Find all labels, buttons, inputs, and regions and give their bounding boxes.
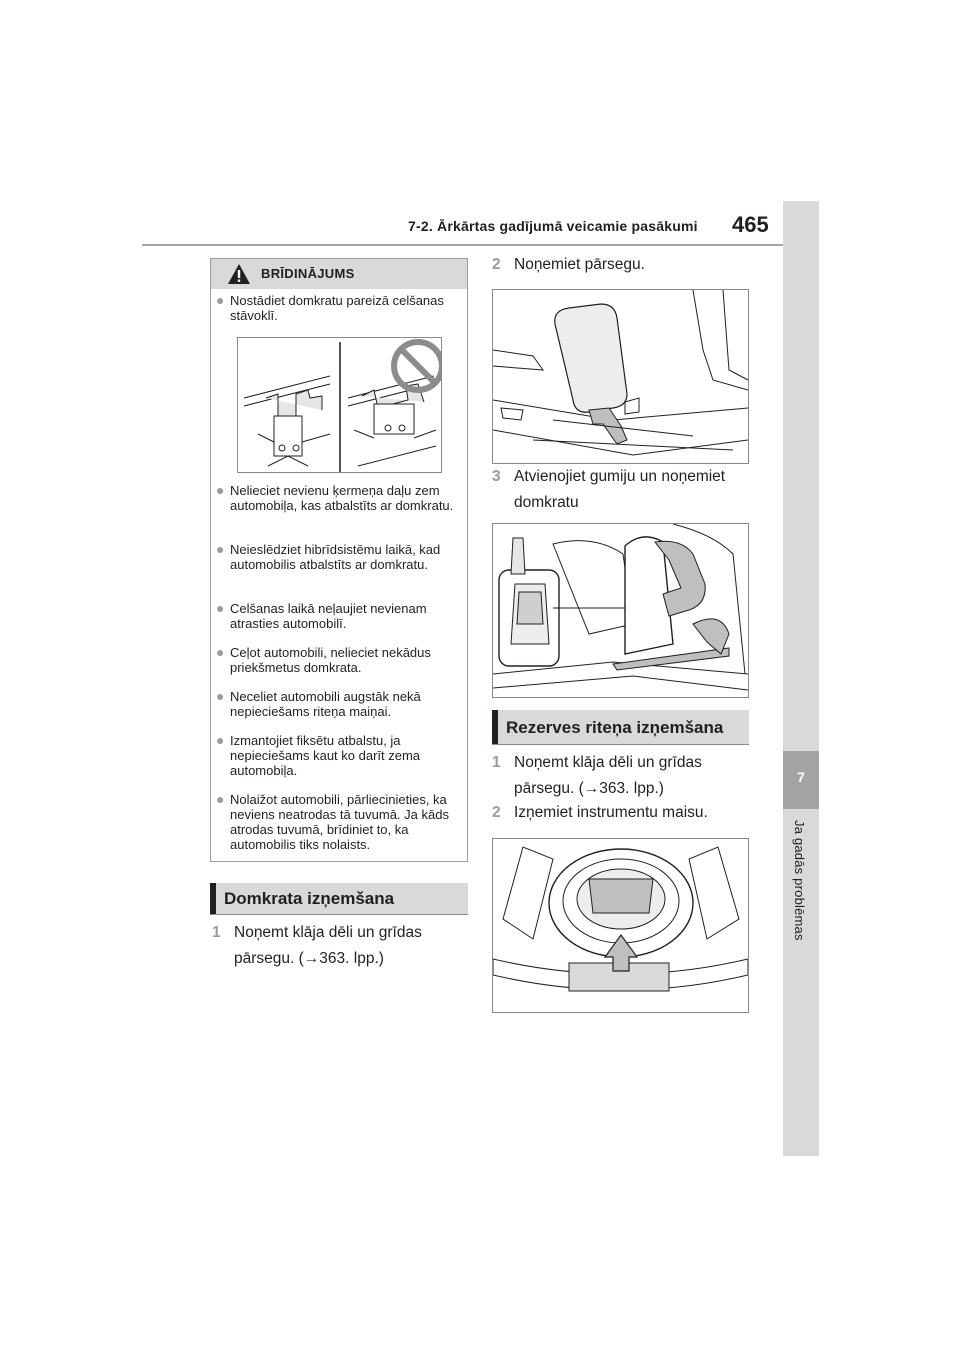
spare-step-2: 2 Izņemiet instrumentu maisu. — [492, 804, 708, 821]
jack-step-3: 3 Atvienojiet gumiju un noņemiet domkratu — [492, 468, 726, 511]
chapter-side-tab — [783, 201, 819, 1156]
remove-jack-figure — [492, 523, 749, 698]
warning-item: ● Nolaižot automobili, pārliecinieties, ka neviens neatrodas tā tuvumā. Ja kāds atrodas tuvumā, brīdiniet to, ka automobilis tiks nolaists. — [216, 791, 449, 852]
remove-cover-figure — [492, 289, 749, 464]
bullet-icon: ● — [216, 482, 225, 498]
spare-step-1: 1 Noņemt klāja dēli un grīdas pārsegu. (→363. lpp.) — [492, 754, 702, 797]
jack-step-2: 2 Noņemiet pārsegu. — [492, 256, 645, 273]
warning-item: ● Ceļot automobili, nelieciet nekādus priekšmetus domkrata. — [216, 644, 431, 675]
warning-item: ● Neieslēdziet hibrīdsistēmu laikā, kad automobilis atbalstīts ar domkratu. — [216, 541, 441, 572]
warning-item: ● Nostādiet domkratu pareizā celšanas stāvoklī. — [216, 292, 444, 323]
warning-triangle-icon — [227, 263, 251, 285]
bullet-icon: ● — [216, 600, 225, 616]
warning-item: ● Nelieciet nevienu ķermeņa daļu zem automobiļa, kas atbalstīts ar domkratu. — [216, 482, 454, 513]
section-title: 7-2. Ārkārtas gadījumā veicamie pasākumi — [408, 218, 698, 234]
jack-section-heading: Domkrata izņemšana — [210, 883, 468, 915]
remove-cover-illustration — [493, 290, 748, 463]
warning-header — [211, 259, 467, 289]
bullet-icon: ● — [216, 541, 225, 557]
jack-position-illustration — [238, 338, 441, 472]
warning-item: ● Izmantojiet fiksētu atbalstu, ja nepieciešams kaut ko darīt zema automobiļa. — [216, 732, 421, 778]
tool-bag-illustration — [493, 839, 748, 1012]
bullet-icon: ● — [216, 292, 225, 308]
page-number: 465 — [732, 212, 769, 237]
remove-jack-illustration — [493, 524, 748, 697]
bullet-icon: ● — [216, 732, 225, 748]
bullet-icon: ● — [216, 791, 225, 807]
jack-step-1: 1 Noņemt klāja dēli un grīdas pārsegu. (→363. lpp.) — [212, 924, 422, 967]
jack-position-figure — [237, 337, 442, 473]
bullet-icon: ● — [216, 688, 225, 704]
bullet-icon: ● — [216, 644, 225, 660]
warning-item: ● Celšanas laikā neļaujiet nevienam atrasties automobilī. — [216, 600, 427, 631]
warning-title: BRĪDINĀJUMS — [261, 266, 355, 281]
warning-box — [210, 258, 468, 862]
spare-section-heading: Rezerves riteņa izņemšana — [492, 710, 749, 745]
chapter-label: Ja gadās problēmas — [792, 820, 807, 941]
header-rule — [142, 244, 783, 246]
chapter-number: 7 — [797, 769, 805, 785]
remove-tool-bag-figure — [492, 838, 749, 1013]
warning-item: ● Neceliet automobili augstāk nekā nepieciešams riteņa maiņai. — [216, 688, 421, 719]
